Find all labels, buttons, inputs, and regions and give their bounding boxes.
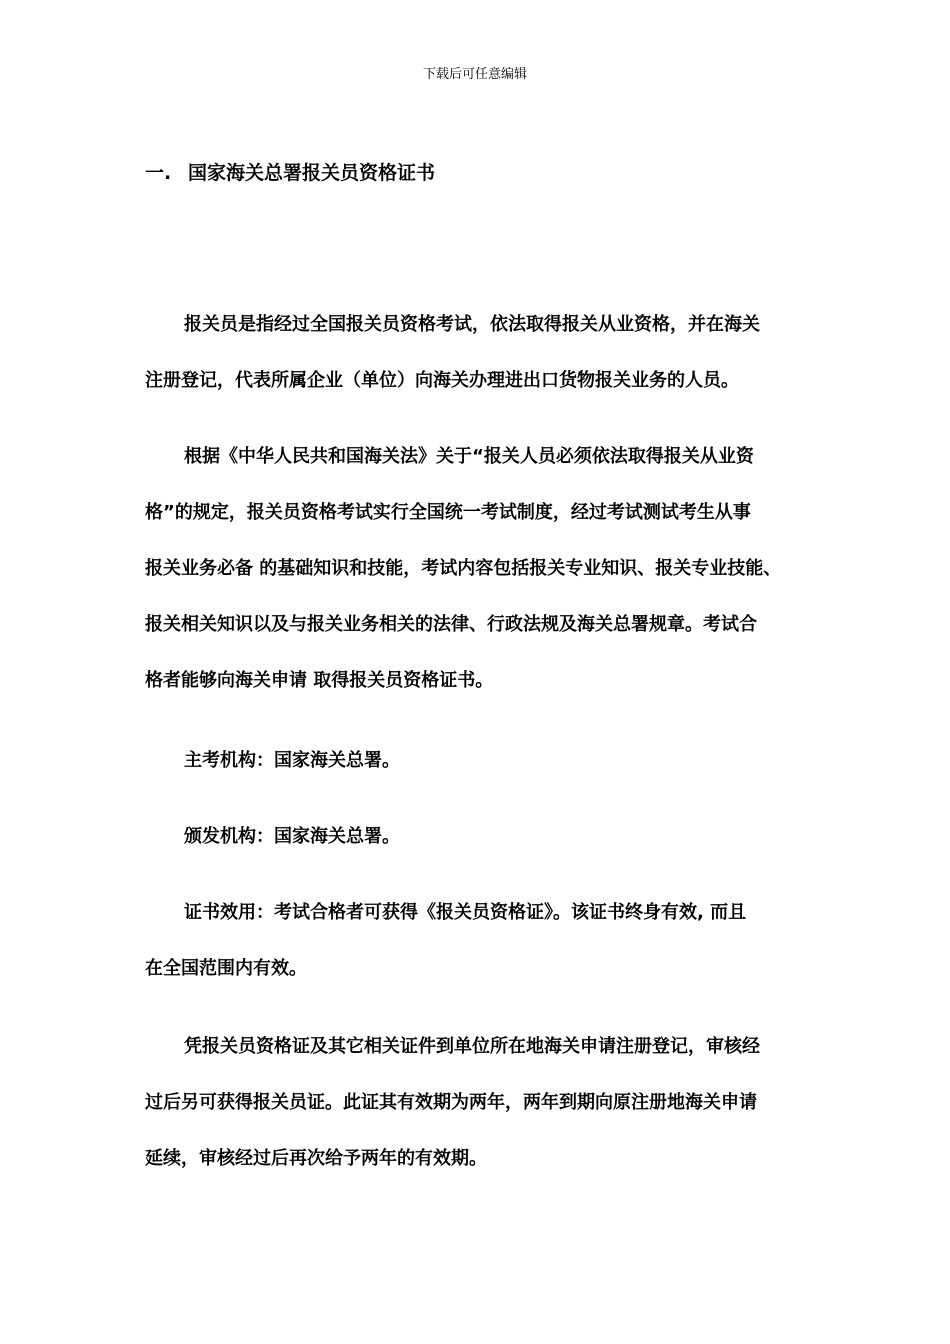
section-number: 一. (145, 162, 172, 184)
paragraph-line: 主考机构：国家海关总署。 (184, 750, 400, 771)
paragraph-certificate-validity (145, 885, 746, 997)
paragraph-definition (145, 297, 760, 409)
paragraph-line: 过后另可获得报关员证。此证其有效期为两年，两年到期向原注册地海关申请 (145, 1092, 757, 1113)
paragraph-line: 注册登记，代表所属企业（单位）向海关办理进出口货物报关业务的人员。 (145, 370, 739, 391)
paragraph-line: 延续，审核经过后再次给予两年的有效期。 (145, 1148, 487, 1169)
paragraph-legal-basis (145, 429, 781, 709)
paragraph-line: 根据《中华人民共和国海关法》关于“报关人员必须依法取得报关从业资 (184, 446, 754, 467)
paragraph-issuing-body (145, 809, 400, 865)
section-title (145, 160, 435, 186)
paragraph-line: 报关相关知识以及与报关业务相关的法律、行政法规及海关总署规章。考试合 (145, 614, 757, 635)
paragraph-line: 报关业务必备 的基础知识和技能，考试内容包括报关专业知识、报关专业技能、 (145, 558, 782, 579)
section-title-text: 国家海关总署报关员资格证书 (188, 162, 436, 184)
paragraph-line: 在全国范围内有效。 (145, 958, 307, 979)
paragraph-registration (145, 1019, 760, 1187)
paragraph-line: 证书效用：考试合格者可获得《报关员资格证》。该证书终身有效, 而且 (184, 902, 747, 923)
paragraph-line: 格”的规定，报关员资格考试实行全国统一考试制度，经过考试测试考生从事 (145, 502, 751, 523)
paragraph-line: 报关员是指经过全国报关员资格考试，依法取得报关从业资格，并在海关 (184, 314, 760, 335)
paragraph-line: 格者能够向海关申请 取得报关员资格证书。 (145, 670, 494, 691)
paragraph-line: 颁发机构：国家海关总署。 (184, 826, 400, 847)
paragraph-examining-body (145, 733, 400, 789)
paragraph-line: 凭报关员资格证及其它相关证件到单位所在地海关申请注册登记，审核经 (184, 1036, 760, 1057)
header-note: 下载后可任意编辑 (422, 67, 527, 82)
